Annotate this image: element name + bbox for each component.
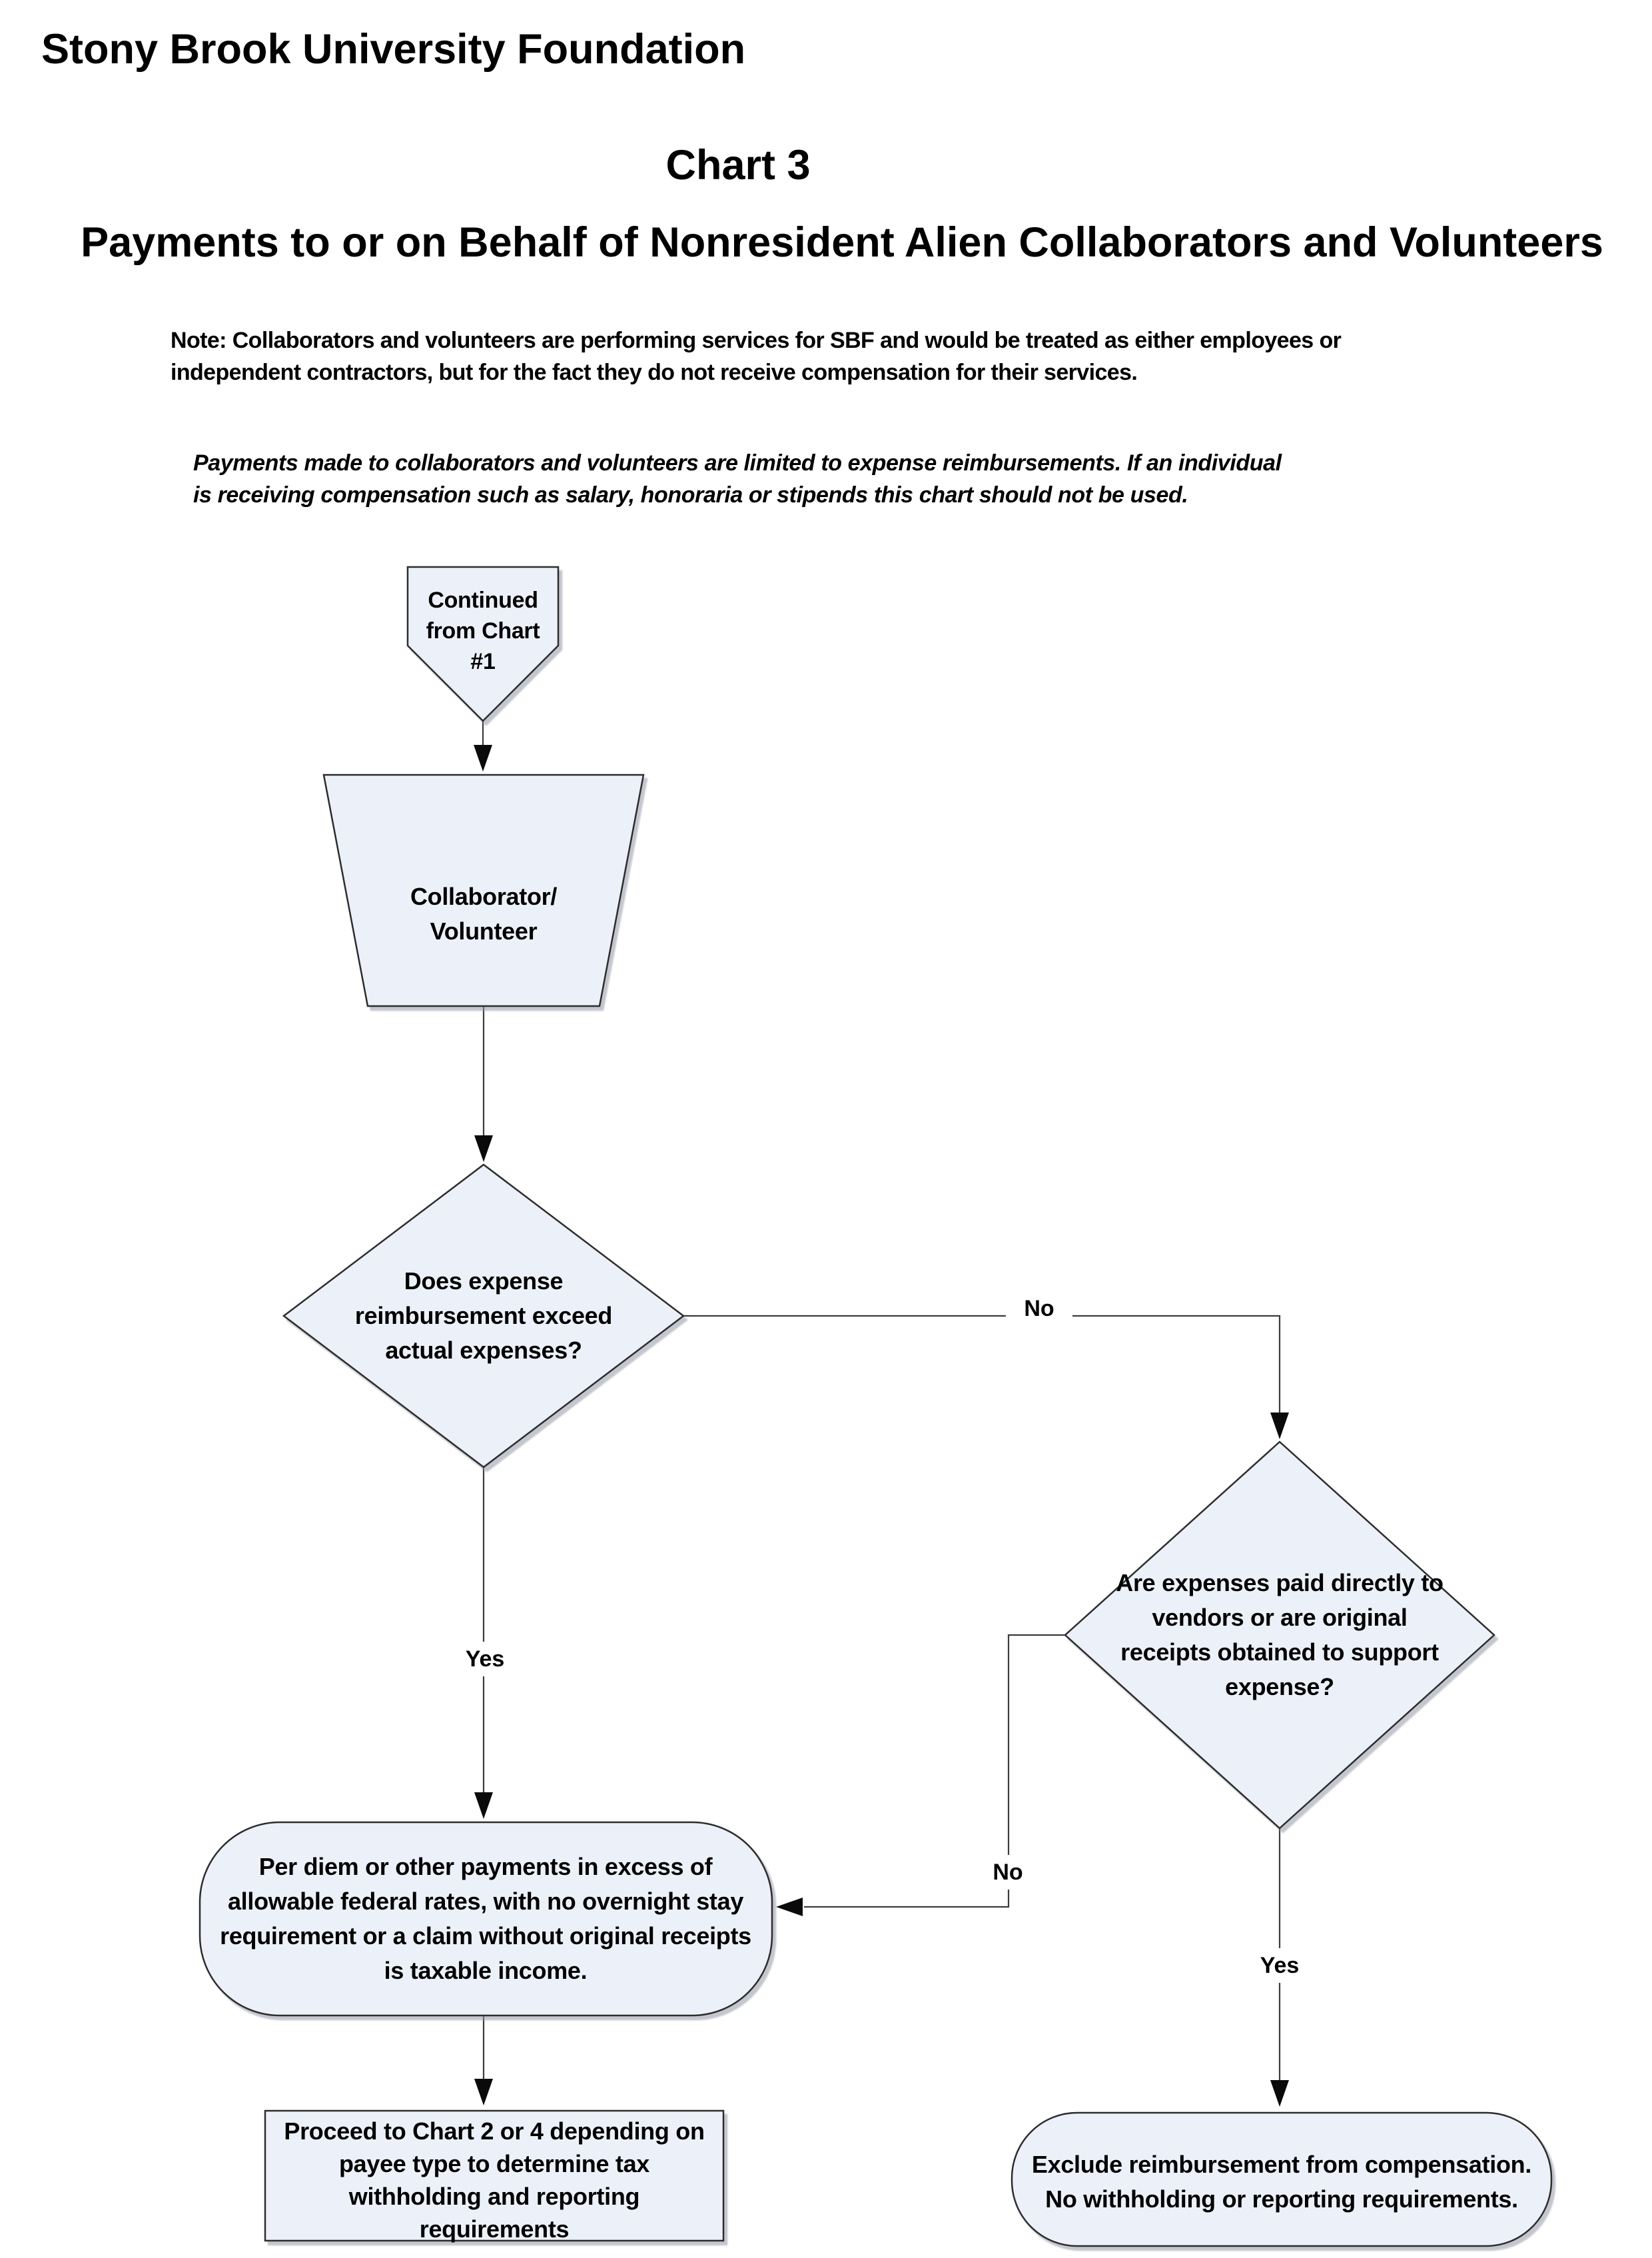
- arrowhead-down-icon: [474, 1135, 493, 1162]
- disclaimer-line-2: is receiving compensation such as salary, honoraria or stipends this chart should not be used.: [193, 482, 1188, 508]
- node-exclude-text: Exclude reimbursement from compensation. No withholding or reporting requirements.: [1031, 2151, 1532, 2213]
- node-decision2-text: Are expenses paid directly to vendors or are original receipts obtained to support expense?: [1116, 1569, 1444, 1700]
- edge-label-decision2-yes: Yes: [1240, 1948, 1320, 1983]
- org-title: Stony Brook University Foundation: [41, 26, 746, 73]
- arrowhead-down-icon: [474, 2079, 493, 2105]
- edge-label-decision1-yes: Yes: [445, 1642, 525, 1676]
- node-proceed-text: Proceed to Chart 2 or 4 depending on payee type to determine tax withholding and reporting requirements: [284, 2117, 705, 2243]
- node-decision1-text: Does expense reimbursement exceed actual expenses?: [354, 1267, 613, 1364]
- arrowhead-down-icon: [1270, 1412, 1289, 1439]
- page-title: Payments to or on Behalf of Nonresident Alien Collaborators and Volunteers: [81, 219, 1603, 266]
- disclaimer-line-1: Payments made to collaborators and volunteers are limited to expense reimbursements. If an individual: [193, 450, 1282, 476]
- node-start-text: Continued from Chart #1: [426, 588, 540, 674]
- arrowhead-down-icon: [474, 1792, 493, 1819]
- note-text-line-2: independent contractors, but for the fact they do not receive compensation for their services.: [171, 360, 1138, 385]
- chart-number-label: Chart 3: [665, 142, 811, 189]
- node-collaborator-text: Collaborator/ Volunteer: [410, 883, 558, 945]
- node-taxable-text: Per diem or other payments in excess of allowable federal rates, with no overnight stay requirement or a claim without original receipts is taxable income.: [220, 1853, 751, 1984]
- connector-decision1-no: [683, 1316, 1280, 1414]
- edge-label-decision1-no: No: [1006, 1291, 1072, 1326]
- note-text-line-1: Note: Collaborators and volunteers are performing services for SBF and would be treated as either employees or: [171, 328, 1342, 353]
- edge-label-decision2-no: No: [975, 1855, 1041, 1890]
- arrowhead-left-icon: [776, 1898, 803, 1916]
- arrowhead-down-icon: [1270, 2080, 1289, 2107]
- arrowhead-down-icon: [474, 745, 492, 772]
